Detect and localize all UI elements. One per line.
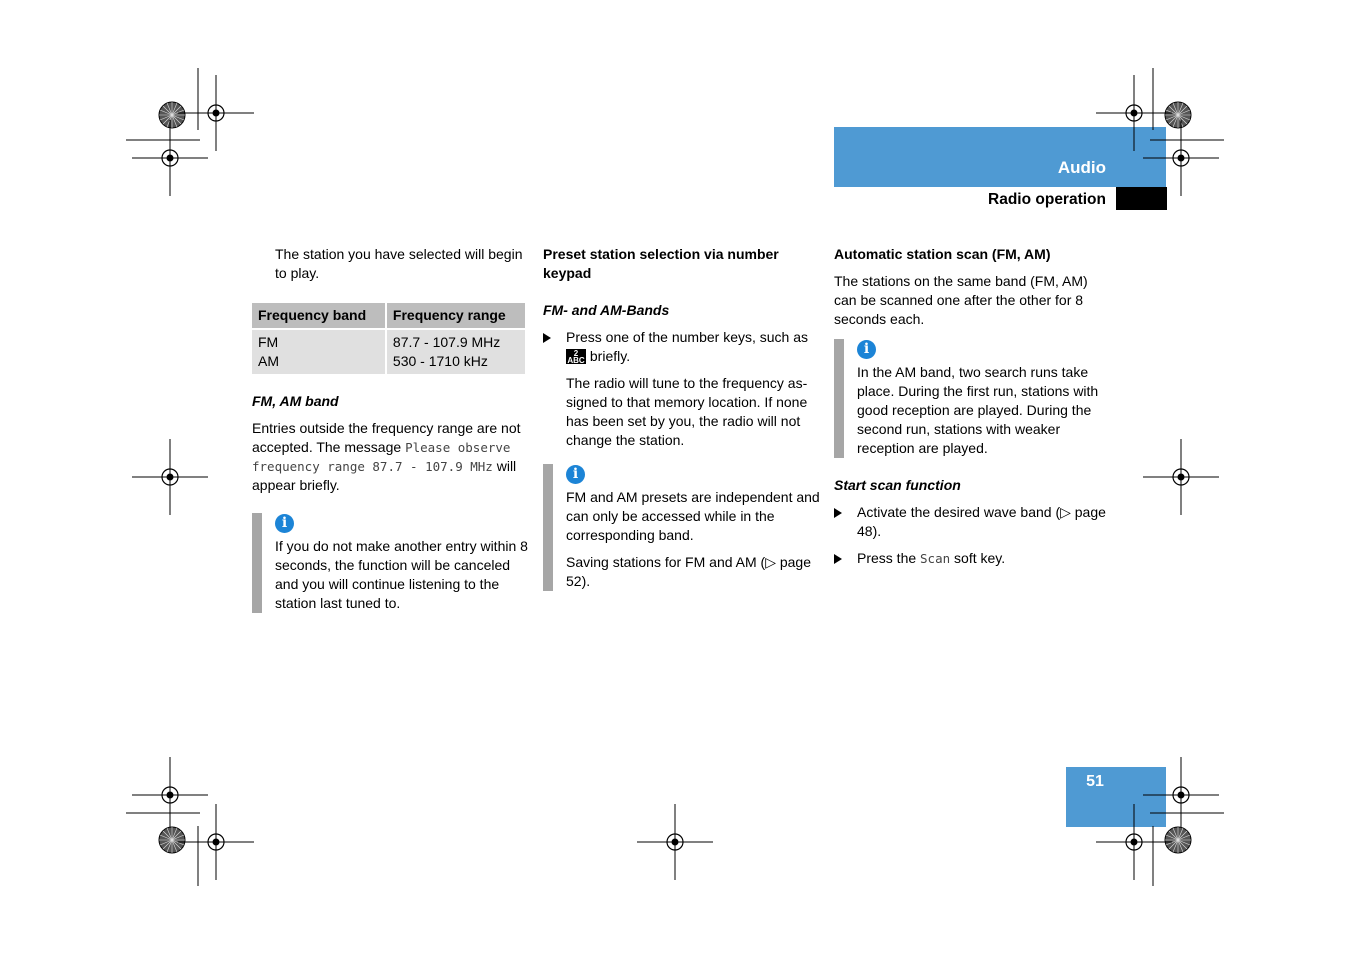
intro-text: The station you have selected will begin to play. <box>275 246 523 281</box>
scan-softkey-code: Scan <box>920 551 951 566</box>
subsection-title: Radio operation <box>988 191 1106 208</box>
table-cell-range: 530 - 1710 kHz <box>392 353 488 369</box>
info-icon: i <box>275 514 294 533</box>
step-press-scan: Press the Scan soft key. <box>834 549 1114 568</box>
bands-subheading: FM- and AM-Bands <box>543 302 670 318</box>
table-header-range: Frequency range <box>386 303 525 328</box>
table-cell-band: AM <box>258 353 279 369</box>
note-text: If you do not make another entry within 8 seconds, the function will be canceled and you will continue listening to the station last tuned to. <box>275 538 528 611</box>
info-icon: i <box>566 465 585 484</box>
fm-am-band-paragraph: Entries outside the frequency range are not accepted. The message Please observe frequency range 87.7 - 107.9 MHz will appear briefly. <box>252 420 521 493</box>
scan-intro: The stations on the same band (FM, AM) can be scanned one after the other for 8 seconds each. <box>834 273 1088 327</box>
table-header-band: Frequency band <box>252 303 386 328</box>
table-cell-band: FM <box>258 334 279 350</box>
note-text: FM and AM presets are independent and can only be accessed while in the corresponding band. <box>566 489 820 543</box>
page-number: 51 <box>1086 773 1104 790</box>
step-press-number-key: Press one of the number keys, such as 2 ABC briefly. <box>543 328 823 366</box>
table-cell-range: 87.7 - 107.9 MHz <box>392 334 501 350</box>
info-icon: i <box>857 340 876 359</box>
start-scan-subheading: Start scan function <box>834 477 961 493</box>
preset-heading: Preset station selection via number keypad <box>543 246 779 281</box>
result-text: The radio will tune to the frequency as-signed to that memory location. If none has been set by you, the radio will not change the station. <box>566 375 808 448</box>
number-key-2-icon: 2 ABC <box>567 349 585 365</box>
section-title: Audio <box>1057 158 1106 177</box>
note-text: Saving stations for FM and AM (▷ page 52). <box>566 554 811 589</box>
message-code: Please observe frequency range 87.7 - 107.9 MHz <box>252 440 511 474</box>
scan-heading: Automatic station scan (FM, AM) <box>834 246 1051 262</box>
step-activate-band: Activate the desired wave band (▷ page 48). <box>834 503 1114 541</box>
note-text: In the AM band, two search runs take place. During the first run, stations with good reception are played. During the second run, stations with weaker reception are played. <box>857 364 1099 456</box>
fm-am-band-heading: FM, AM band <box>252 393 339 409</box>
